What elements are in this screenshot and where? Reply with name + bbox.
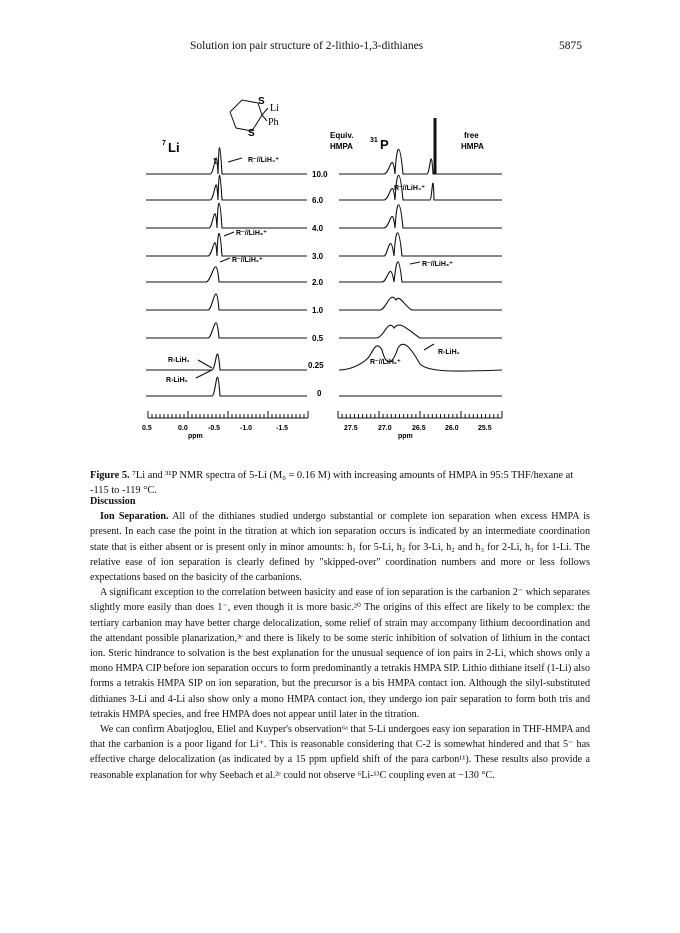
p-tick-label: 27.0 (378, 425, 392, 432)
li-tick-label: -1.5 (276, 425, 289, 432)
li-annotation-rlih1: R-LiH₁ (168, 357, 190, 364)
li-tick-labels (142, 425, 288, 440)
axis-ticks (148, 411, 502, 418)
structure-li: Li (270, 103, 279, 114)
equiv-value: 10.0 (312, 170, 328, 179)
p-annotation-h4: R⁻//LiH₄⁺ (394, 185, 425, 192)
li-nucleus-label: Li (168, 140, 180, 155)
paragraph (90, 509, 590, 585)
caption-text: ⁷Li and ³¹P NMR spectra of 5-Li (M₀ = 0.16 M) with increasing amounts of HMPA in 95:5 THF/hexane at -115 to -119 °C. (90, 470, 574, 496)
discussion-section (90, 494, 590, 783)
equiv-value: 4.0 (312, 224, 324, 233)
li-annotation-h3: R⁻//LiH₃⁺ (236, 230, 267, 237)
p-annotation-rlih1: R-LiH₁ (438, 349, 460, 356)
runin-heading: Ion Separation. (100, 511, 169, 523)
figure-5 (112, 78, 562, 450)
li-annotation-rlih0: R-LiH₀ (166, 377, 188, 384)
li-tick-label: 0.5 (142, 425, 152, 432)
paragraph-text: All of the dithianes studied undergo substantial or complete ion separation when excess HMPA is present. In each case the point in the titration at which ion separation occurs is indicated by an intermediate coordination state that is either absent or is present only in minor amounts: h₁ for 5-Li, h₂ for 3-Li, h₂ and h₃ for 2-Li, h₃ for 1-Li. The relative ease of ion separation is clearly defined by "skipped-over" coordination numbers and more or less follows expectations based on the basicity of the carbanions. (90, 511, 590, 584)
paragraph: We can confirm Abatjoglou, Eliel and Kuyper's observation⁶ᵃ that 5-Li undergoes easy ion separation in THF-HMPA and that the carbanion is a poor ligand for Li⁺. This is reasonable considering that C-2 is somewhat hindered and that 5⁻ has effective charge delocalization (as indicated by a 15 ppm upfield shift of the para carbon¹¹). These results also provide a reasonable explanation for why Seebach et al.²ᵉ could not observe ⁶Li-¹³C coupling even at −130 °C. (90, 724, 590, 781)
structure-s-bottom: S (248, 128, 255, 139)
li-tick-label: -0.5 (208, 425, 221, 432)
section-heading: Discussion (90, 496, 136, 507)
li-annotation-h4: R⁻//LiH₄⁺ (248, 157, 279, 164)
structure-ph: Ph (268, 117, 279, 128)
nmr-spectra-figure (112, 78, 562, 450)
li-tick-label: 0.0 (178, 425, 188, 432)
running-title: Solution ion pair structure of 2-lithio-1,3-dithianes (190, 40, 424, 52)
p-mass-number: 31 (370, 137, 378, 144)
page-number: 5875 (559, 40, 582, 52)
li-tick-label: -1.0 (240, 425, 253, 432)
free-hmpa-label-1: free (464, 131, 479, 140)
p-tick-label: 27.5 (344, 425, 358, 432)
equiv-header-2: HMPA (330, 142, 353, 151)
caption-label: Figure 5. (90, 470, 130, 481)
p-spectra-traces (339, 118, 502, 396)
equiv-value: 2.0 (312, 278, 324, 287)
structure-s-top: S (258, 96, 265, 107)
p-annotation-h2: R⁻//LiH₂⁺ (370, 359, 401, 366)
li-ppm-label: ppm (188, 433, 203, 440)
p-tick-label: 26.5 (412, 425, 426, 432)
equiv-values (308, 170, 328, 398)
p-tick-label: 26.0 (445, 425, 459, 432)
free-hmpa-label-2: HMPA (461, 142, 484, 151)
equiv-value: 6.0 (312, 196, 324, 205)
equiv-value: 0.5 (312, 334, 324, 343)
equiv-header-1: Equiv. (330, 131, 354, 140)
equiv-value: 0.25 (308, 361, 324, 370)
p-annotation-h3: R⁻//LiH₃⁺ (422, 261, 453, 268)
paragraph: A significant exception to the correlation between basicity and ease of ion separation is the carbanion 2⁻ which separates slightly more easily than does 1⁻, even though it is more basic.²⁰ The origins of this effect are likely to be complex: the tertiary carbanion may have better charge delocalization, some relief of strain may accompany lithium decoordination and the attendant possible planarization,³ᵉ and there is likely to be some steric inhibition of solvation of lithium in the contact ion. Steric hindrance to solvation is the best explanation for the unusual sequence of ion pairs in 2-Li, which shows only a mono HMPA CIP before ion separation occurs to form predominantly a tetrakis HMPA SIP. Lithio dithiane itself (1-Li) also forms a tetrakis HMPA SIP on ion separation, but the precursor is a bis HMPA contact ion. Although the silyl-substituted dithianes 3-Li and 4-Li also show only a mono HMPA contact ion, they undergo ion pair separation to form both tris and tetrakis HMPA species, and free HMPA does not appear until later in the titration. (90, 587, 590, 720)
li-annotation-h2: R⁻//LiH₂⁺ (232, 257, 263, 264)
p-tick-label: 25.5 (478, 425, 492, 432)
p-ppm-label: ppm (398, 433, 413, 440)
li-mass-number: 7 (162, 140, 166, 147)
equiv-value: 0 (317, 389, 322, 398)
p-tick-labels (344, 425, 492, 440)
running-header (0, 40, 680, 56)
p-nucleus-label: P (380, 137, 389, 152)
equiv-value: 3.0 (312, 252, 324, 261)
equiv-value: 1.0 (312, 306, 324, 315)
